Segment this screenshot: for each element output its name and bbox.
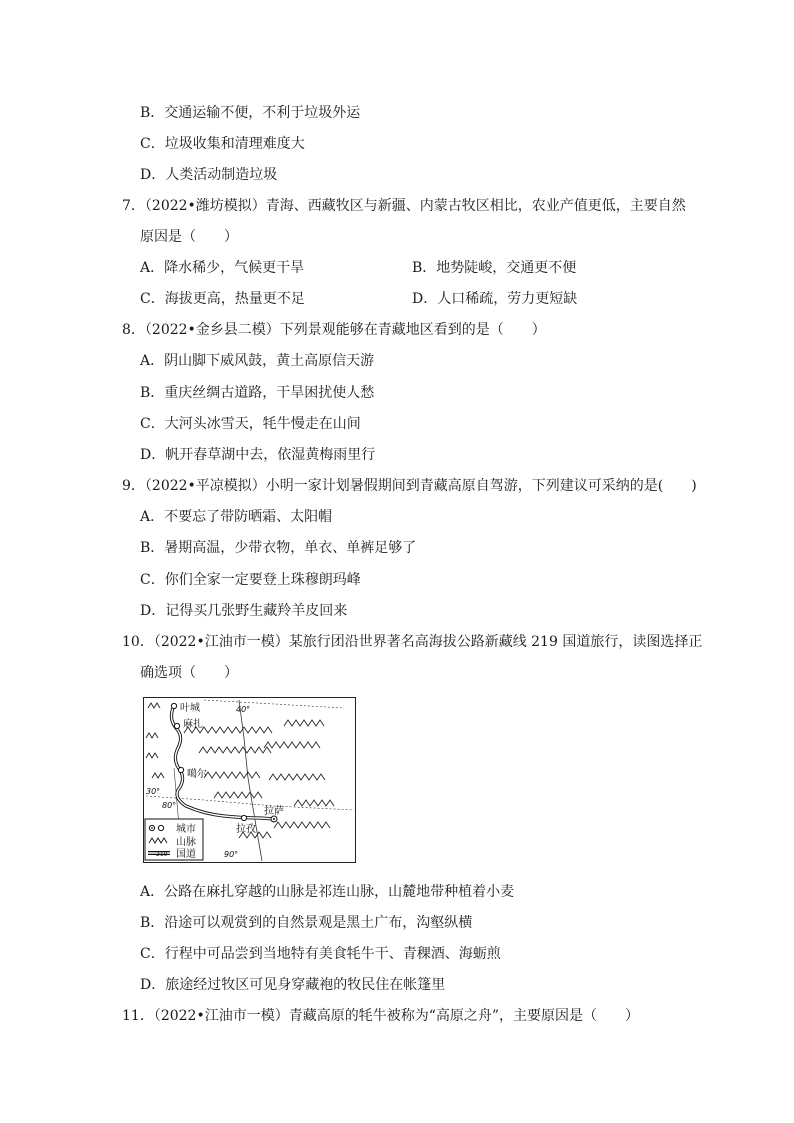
q9-option-d: D．记得买几张野生藏羚羊皮回来 — [140, 603, 348, 619]
q10-option-a: A．公路在麻扎穿越的山脉是祁连山脉，山麓地带种植着小麦 — [140, 884, 515, 900]
meridian-90 — [239, 700, 262, 861]
q7-option-d: D．人口稀疏，劳力更短缺 — [412, 291, 578, 307]
q8-option-a: A．阴山脚下威风鼓，黄土高原信天游 — [140, 353, 375, 369]
q7-stem-cont: 原因是（ ） — [140, 229, 238, 245]
q6-option-c: C．垃圾收集和清理难度大 — [140, 136, 305, 152]
q7-option-a: A．降水稀少，气候更干旱 — [140, 260, 305, 276]
q10-option-c: C．行程中可品尝到当地特有美食牦牛干、青稞酒、海蛎煎 — [140, 946, 501, 962]
q6-option-b: B．交通运输不便，不利于垃圾外运 — [140, 105, 361, 121]
q7-option-c: C．海拔更高，热量更不足 — [140, 291, 305, 307]
city-label-mazha: 麻扎 — [183, 719, 203, 730]
q8-stem: 8．（2022•金乡县二模）下列景观能够在青藏地区看到的是（ ） — [122, 322, 546, 338]
legend-road-label: 国道 — [176, 849, 196, 860]
q8-option-d: D．帆开春草湖中去，依湿黄梅雨里行 — [140, 447, 376, 463]
q7-stem: 7．（2022•潍坊模拟）青海、西藏牧区与新疆、内蒙古牧区相比，农业产值更低，主要自然 — [122, 198, 686, 214]
lat-label-40: 40° — [236, 705, 251, 714]
q9-option-a: A．不要忘了带防晒霜、太阳帽 — [140, 509, 333, 525]
legend-mountain-label: 山脉 — [176, 837, 196, 848]
city-label-lasa: 拉萨 — [264, 806, 284, 817]
q8-option-c: C．大河头冰雪天，牦牛慢走在山间 — [140, 416, 361, 432]
route-219-map — [143, 697, 356, 863]
q10-option-d: D．旅途经过牧区可见身穿藏袍的牧民住在帐篷里 — [140, 977, 446, 993]
q11-stem: 11．（2022•江油市一模）青藏高原的牦牛被称为“高原之舟”，主要原因是（ ） — [122, 1008, 640, 1024]
q9-option-c: C．你们全家一定要登上珠穆朗玛峰 — [140, 572, 361, 588]
legend-road-number: 219 — [156, 851, 168, 858]
map-canvas — [144, 698, 354, 861]
q7-option-b: B．地势陡峻，交通更不便 — [412, 260, 577, 276]
legend-city-label: 城市 — [176, 824, 196, 835]
q6-option-d: D．人类活动制造垃圾 — [140, 167, 278, 183]
lat-label-30: 30° — [146, 787, 161, 796]
q10-stem-cont: 确选项（ ） — [140, 665, 238, 681]
parallel-40 — [204, 700, 344, 708]
q9-stem: 9．（2022•平凉模拟）小明一家计划暑假期间到青藏高原自驾游，下列建议可采纳的是( ) — [122, 478, 697, 494]
city-label-yecheng: 叶城 — [180, 703, 200, 714]
city-label-gaer: 噶尔 — [187, 769, 207, 780]
city-label-lazi: 拉孜 — [236, 824, 256, 835]
q9-option-b: B．暑期高温，少带衣物，单衣、单裤足够了 — [140, 540, 417, 556]
lon-label-90: 90° — [224, 850, 239, 859]
q10-stem: 10．（2022•江油市一模）某旅行团沿世界著名高海拔公路新藏线 219 国道旅行，读图选择正 — [122, 634, 703, 650]
q10-option-b: B．沿途可以观赏到的自然景观是黑土广布，沟壑纵横 — [140, 915, 473, 931]
lon-label-80: 80° — [162, 801, 177, 810]
q8-option-b: B．重庆丝绸古道路，干旱困扰使人愁 — [140, 385, 375, 401]
